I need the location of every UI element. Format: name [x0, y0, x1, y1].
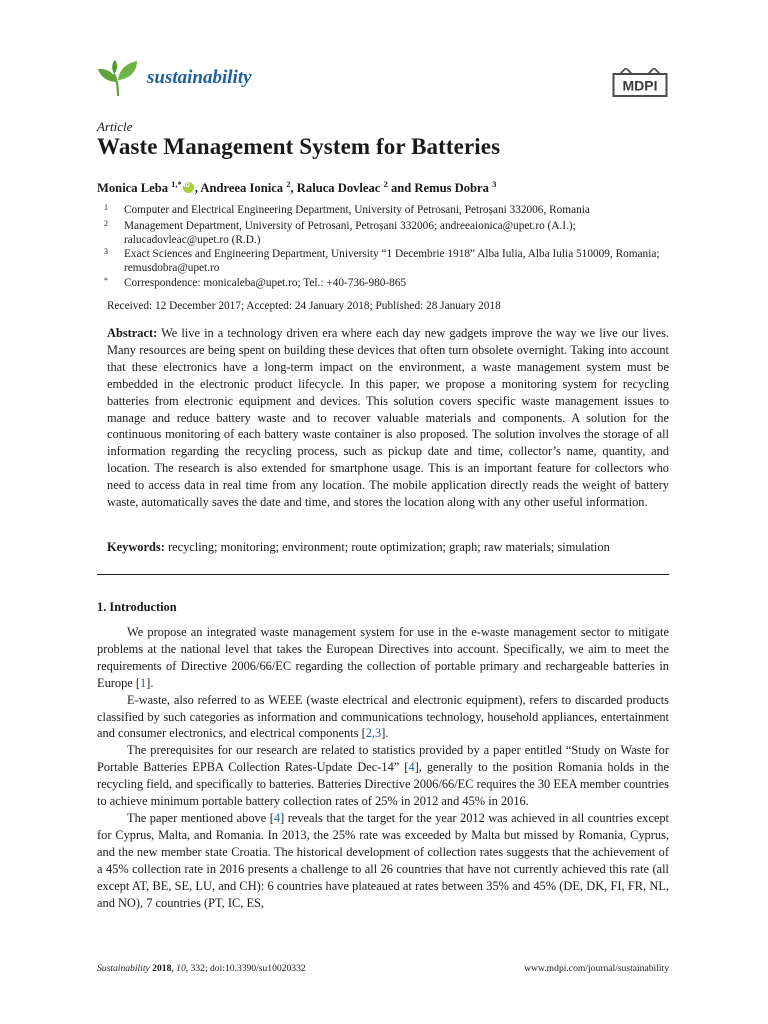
citation-link[interactable]: 1 — [140, 675, 147, 690]
affiliation-number: * — [104, 276, 108, 285]
footer-citation: Sustainability 2018, 10, 332; doi:10.3390/su10020332 — [97, 963, 306, 974]
author-list — [97, 179, 496, 196]
author-separator: , — [290, 181, 297, 196]
author-name: Remus Dobra — [414, 181, 489, 196]
paragraph-text: The paper mentioned above [ — [127, 810, 274, 825]
author-separator: , — [194, 181, 201, 196]
mdpi-logo-text: MDPI — [622, 77, 658, 94]
paragraph-text: The prerequisites for our research are related to statistics provided by a paper entitled “Study on Waste for Portable Batteries EPBA Collection Rates-Update Dec-14” [ — [97, 743, 669, 775]
body-paragraph — [97, 692, 669, 743]
author-affiliation-mark: 2 — [286, 179, 291, 189]
keywords-text: recycling; monitoring; environment; route optimization; graph; raw materials; simulation — [167, 540, 610, 554]
paragraph-text: ] reveals that the target for the year 2012 was achieved in all countries except for Cyprus, Malta, and Romania. In 2013, the 25% rate was exceeded by Malta but missed by Romania, Cyprus, and the new member state Croatia. The historical development of collection rates suggests that the achievement of a 45% collection rate in 2016 presents a challenge to all 26 countries that have not currently achieved this rate (all except AT, BE, SE, LU, and CH): 6 countries have plateaued at rates between 35% and 45% (DE, DK, FI, FR, NL, and NO), 7 countries (PT, IC, ES, — [97, 810, 669, 910]
footer-doi: , 332; doi:10.3390/su10020332 — [185, 963, 306, 974]
body-paragraph — [97, 742, 669, 810]
author-name: Raluca Dovleac — [296, 181, 381, 196]
author-name: Monica Leba — [97, 181, 169, 196]
footer-year: 2018 — [152, 963, 172, 974]
affiliation-text: Computer and Electrical Engineering Department, University of Petrosani, Petroșani 332006, Romania — [124, 204, 590, 216]
author-name: Andreea Ionica — [200, 181, 284, 196]
section-heading: 1. Introduction — [97, 600, 177, 614]
article-type: Article — [97, 119, 133, 134]
footer-journal: Sustainability — [97, 963, 150, 974]
footer-volume: 10 — [176, 963, 186, 974]
section-divider — [97, 574, 669, 575]
paragraph-text: ], generally to the position Romania holds in the recycling field, and specifically to batteries. Batteries Directive 2006/66/EC requires the 30 EEA member countries to achieve minimum portable battery collection rates of 25% in 2012 and 45% in 2016. — [97, 760, 669, 809]
author-affiliation-mark: 2 — [383, 179, 388, 189]
abstract-label: Abstract: — [107, 326, 158, 340]
body-paragraph — [97, 810, 669, 911]
keywords-label: Keywords: — [107, 540, 165, 554]
affiliation-text: Management Department, University of Petrosani, Petroșani 332006; andreeaionica@upet.ro (A.I.); ralucadovleac@upet.ro (R.D.) — [124, 220, 576, 246]
paragraph-text: ]. — [381, 726, 389, 741]
paragraph-text: ]. — [146, 675, 154, 690]
footer-url[interactable]: www.mdpi.com/journal/sustainability — [524, 963, 669, 974]
author-affiliation-mark: 1,* — [171, 179, 182, 189]
author-affiliation-mark: 3 — [492, 179, 497, 189]
affiliation-item — [104, 247, 679, 275]
paragraph-text: We propose an integrated waste management system for use in the e-waste management sector to mitigate problems at the national level that takes the European Directives into account. Specifically, we aim to meet the requirements of Directive 2006/66/EC regarding the collection of portable primary and rechargeable batteries in Europe [ — [97, 625, 669, 690]
journal-name: sustainability — [147, 67, 252, 88]
mdpi-logo-icon — [612, 68, 668, 100]
affiliation-item — [104, 219, 679, 247]
citation-link[interactable]: 2,3 — [365, 726, 382, 741]
publication-dates: Received: 12 December 2017; Accepted: 24 January 2018; Published: 28 January 2018 — [107, 300, 501, 312]
affiliation-number: 3 — [104, 247, 108, 256]
abstract-text: We live in a technology driven era where each day new gadgets improve the way we live our lives. Many resources are being spent on building these devices that often turn obsolete overnight. Taking into account that these electronics have a long-term impact on the environment, a waste management system must be embedded in the electronic product lifecycle. In this paper, we propose a monitoring system for recycling batteries from electronic equipment and devices. This solution covers specific waste management issues to manage and reduce battery waste and to recover valuable materials and components. A solution for the continuous monitoring of each battery waste container is also proposed. The solution involves the storage of all information regarding the recycling process, such as pickup date and time, collector’s name, quantity, and location. The research is also extended for smartphone usage. This is an important feature for collectors who need to access data in real time from any location. The mobile application directly reads the weight of battery waste, automatically saves the date and time, and stores the location along with any other useful information. — [107, 326, 669, 510]
affiliation-item — [104, 203, 679, 217]
body-paragraph — [97, 624, 669, 692]
citation-link[interactable]: 4 — [408, 760, 415, 775]
sustainability-leaf-logo-icon — [97, 60, 139, 98]
citation-link[interactable]: 4 — [273, 810, 281, 825]
introduction-body — [97, 624, 669, 911]
keywords — [107, 540, 669, 555]
affiliation-text: Correspondence: monicaleba@upet.ro; Tel.: +40-736-980-865 — [124, 277, 407, 289]
affiliation-number: 2 — [104, 219, 108, 228]
orcid-icon[interactable] — [183, 182, 194, 193]
abstract — [107, 325, 669, 511]
affiliation-number: 1 — [104, 203, 108, 212]
paragraph-text: E-waste, also referred to as WEEE (waste electrical and electronic equipment), refers to discarded products classified by such categories as information and communications technology, household appliances, entertainment and consumer electronics, and electrical components [ — [97, 692, 669, 741]
article-title: Waste Management System for Batteries — [97, 134, 501, 159]
author-separator: and — [387, 181, 415, 196]
affiliation-item — [104, 276, 679, 290]
affiliation-text: Exact Sciences and Engineering Department, University “1 Decembrie 1918” Alba Iulia, Alba Iulia 510009, Romania; remusdobra@upet.ro — [124, 248, 660, 274]
